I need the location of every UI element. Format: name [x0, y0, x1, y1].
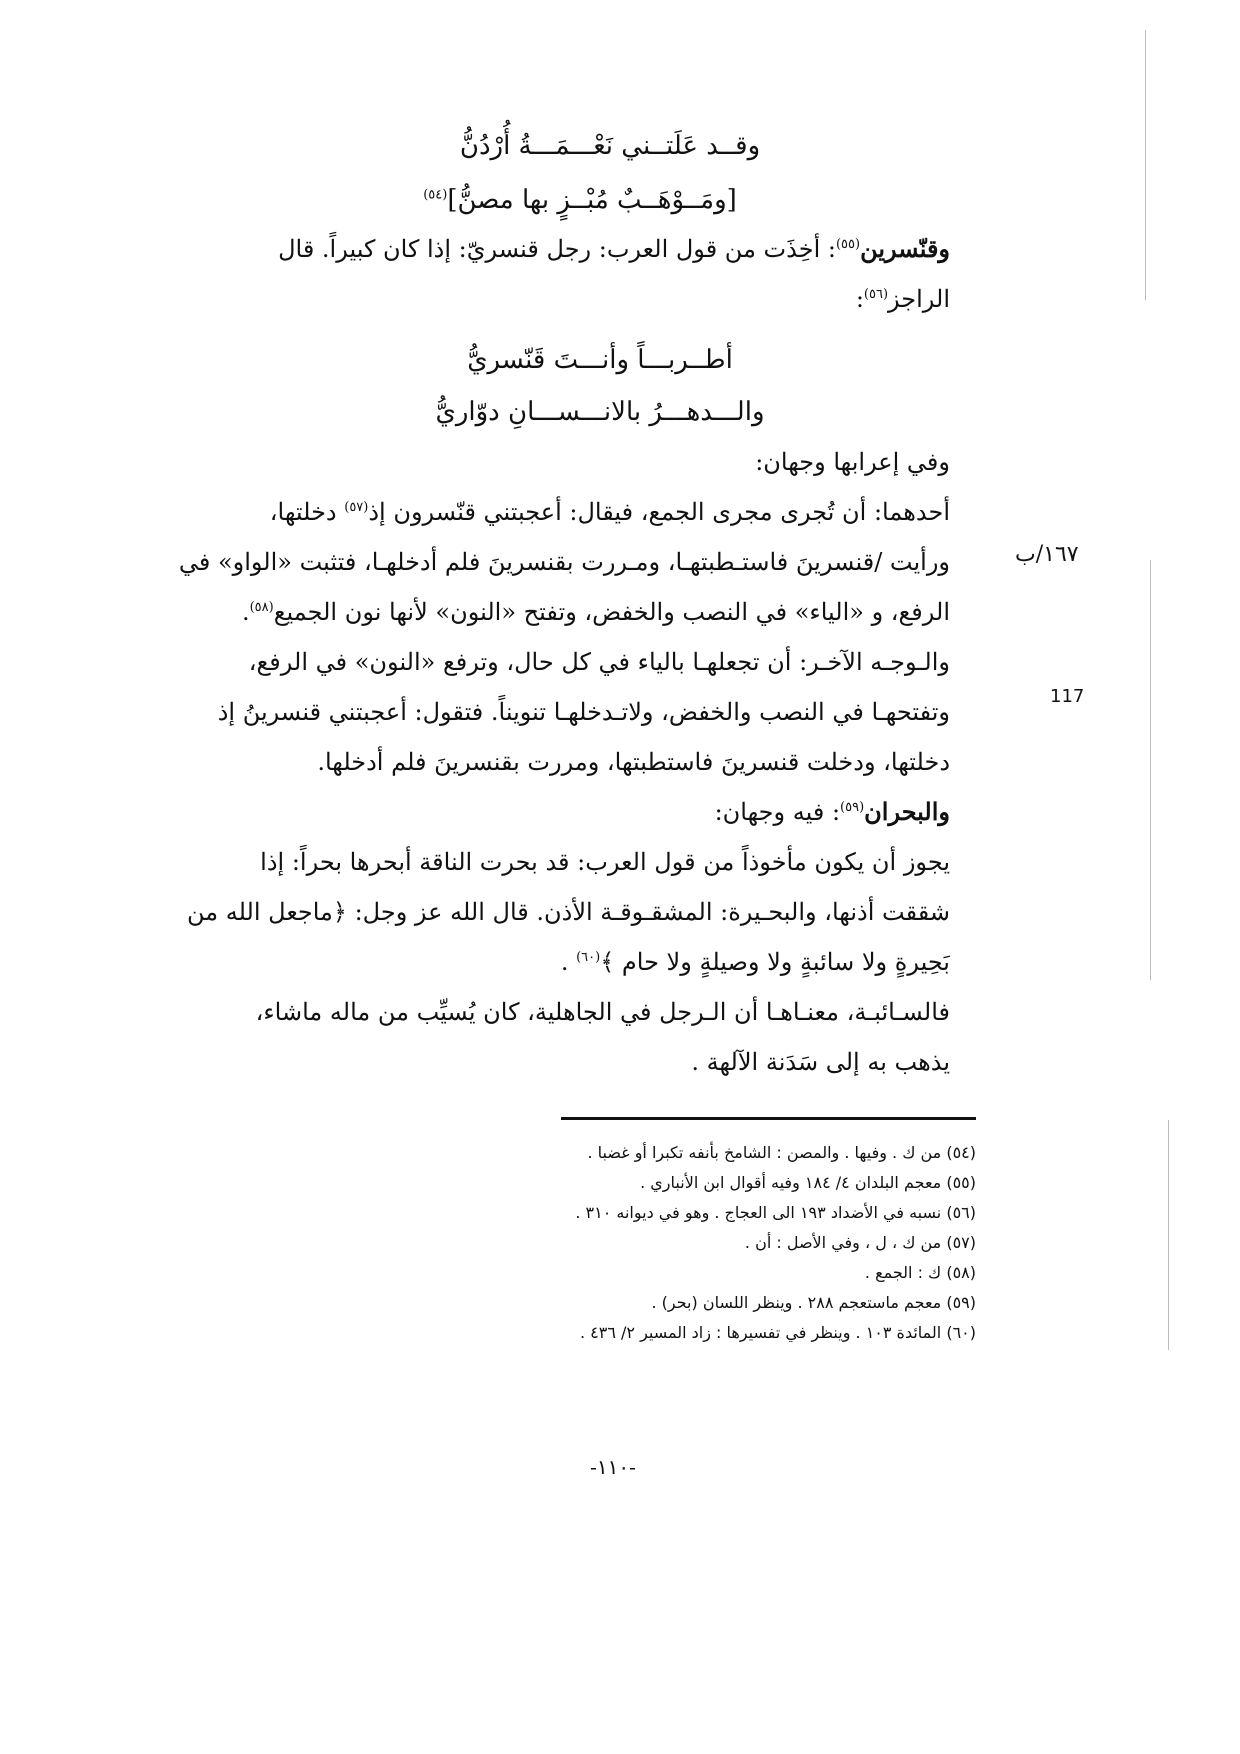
page-reference: 117 [1050, 686, 1085, 707]
text-line [150, 587, 950, 637]
text-segment: دخلتها، [269, 498, 345, 526]
footnote-ref: (٥٧) [344, 500, 369, 515]
entry-term: والبحران [864, 797, 950, 826]
footnote-separator [561, 1117, 976, 1120]
text-line: يذهب به إلى سَدَنة الآلهة . [691, 1048, 950, 1076]
text-line [150, 787, 950, 837]
footnote-ref: (٥٩) [840, 800, 865, 815]
text-segment: . [560, 948, 577, 976]
footnote-item: (٥٦) نسبه في الأضداد ١٩٣ الى العجاج . وهو في ديوانه ٣١٠ . [575, 1203, 976, 1222]
entry-term: وقنّسرين [860, 234, 950, 263]
text-line: دخلتها، ودخلت قنسرينَ فاستطبتها، ومررت بقنسرينَ فلم أدخلها. [317, 748, 950, 776]
footnote-item: (٥٧) من ك ، ل ، وفي الأصل : أن . [744, 1233, 976, 1252]
text-line: يجوز أن يكون مأخوذاً من قول العرب: قد بحرت الناقة أبحرها بحراً: إذا [260, 848, 950, 876]
text-line: ورأيت /قنسرينَ فاستـطبتهـا، ومـررت بقنسرينَ فلم أدخلهـا، فتثبت «الواو» في [178, 548, 950, 576]
text-line: وفي إعرابها وجهان: [755, 448, 950, 476]
entry-qinnasrin [150, 224, 950, 324]
text-line: وتفتحهـا في النصب والخفض، ولاتـدخلهـا تنويناً. فتقول: أعجبتني قنسرينُ إذ [217, 698, 950, 726]
text-line [150, 937, 950, 987]
text-segment: : [855, 285, 864, 313]
text-line [150, 487, 950, 537]
text-segment: الراجز [888, 285, 950, 313]
footnote-ref: (٥٨) [249, 600, 274, 615]
footnotes [470, 1138, 976, 1348]
footnote-item: (٥٥) معجم البلدان ٤/ ١٨٤ وفيه أقوال ابن الأنباري . [640, 1173, 976, 1192]
text-line: والـوجـه الآخـر: أن تجعلهـا بالياء في كل حال، وترفع «النون» في الرفع، [248, 648, 950, 676]
text-line [150, 224, 950, 274]
verse-1-line-2 [380, 180, 780, 220]
footnote-ref: (٥٤) [423, 187, 448, 203]
main-body [150, 437, 950, 1087]
footnote-item: (٦٠) المائدة ١٠٣ . وينظر في تفسيرها : زاد المسير ٢/ ٤٣٦ . [579, 1323, 976, 1342]
footnote-ref: (٥٦) [863, 287, 889, 302]
footnote-item: (٥٨) ك : الجمع . [864, 1263, 976, 1282]
text-segment: : فيه وجهان: [714, 798, 841, 826]
verse-1-line-1: وقــد عَلَتــني نَعْـــمَـــةُ أُرْدُنُّ [459, 131, 761, 161]
verse-2-line-1: أطــربـــاً وأنـــتَ قَنّسريُّ [467, 345, 733, 375]
text-line: شققت أذنها، والبحـيرة: المشقـوقـة الأذن. قال الله عز وجل: ﴿ماجعل الله من [186, 898, 950, 926]
page-number: -١١٠- [590, 1455, 636, 1479]
text-segment: الرفع، و «الياء» في النصب والخفض، وتفتح «النون» لأنها نون الجميع [273, 598, 950, 626]
footnote-ref: (٦٠) [576, 950, 601, 965]
text-segment: بَحِيرةٍ ولا سائبةٍ ولا وصيلةٍ ولا حام ﴾ [600, 948, 950, 976]
folio-marker: ١٦٧/ب [1015, 542, 1079, 567]
text-line [150, 274, 950, 324]
text-line: فالسـائبـة، معنـاهـا أن الـرجل في الجاهلية، كان يُسيِّب من ماله ماشاء، [255, 998, 950, 1026]
footnote-ref: (٥٥) [835, 237, 861, 252]
scan-artifact [1168, 1120, 1169, 1350]
text-segment: أحدهما: أن تُجرى مجرى الجمع، فيقال: أعجبتني قنّسرون إذ [368, 498, 950, 526]
scan-artifact [1150, 560, 1151, 980]
text-segment: : أخِذَت من قول العرب: رجل قنسريّ: إذا كان كبيراً. قال [278, 235, 836, 263]
footnote-item: (٥٤) من ك . وفيها . والمصن : الشامخ بأنفه تكبرا أو غضبا . [587, 1143, 976, 1162]
verse-1-line-2-text: [ومَــوْهَــبٌ مُبْــزٍ بها مصنُّ] [447, 185, 737, 215]
scan-artifact [1145, 30, 1146, 300]
verse-2-line-2: والـــدهـــرُ بالانـــســـانِ دوّاريُّ [435, 397, 765, 427]
footnote-item: (٥٩) معجم ماستعجم ٢٨٨ . وينظر اللسان (بحر) . [651, 1293, 976, 1312]
text-segment: . [241, 598, 250, 626]
